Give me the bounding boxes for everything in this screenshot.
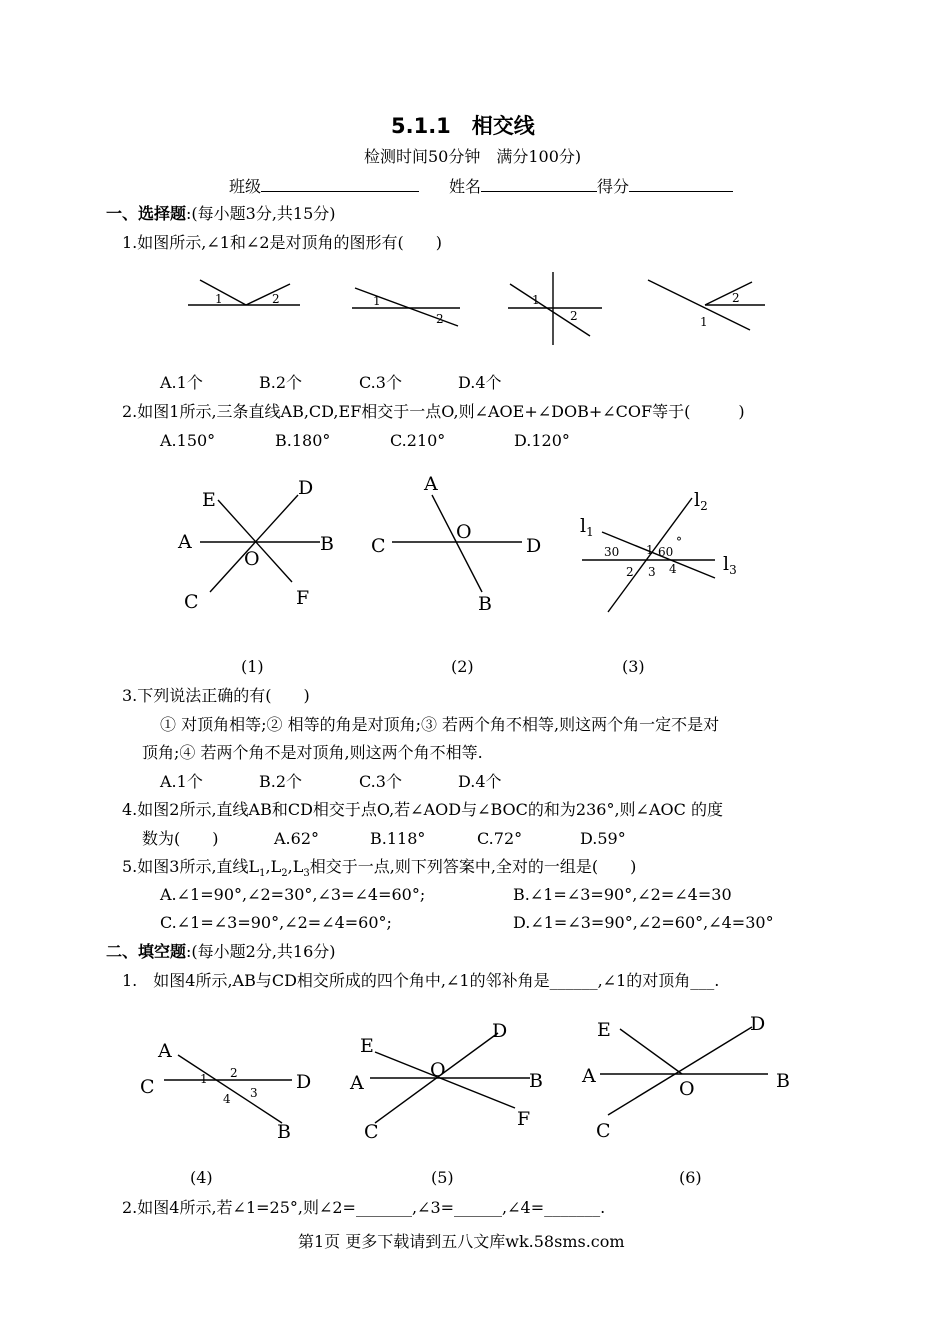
q5-text: 5.如图3所示,直线$L_1,L_2,L_3$相交于一点,则下列答案中,全对的一组是( ) — [122, 857, 637, 880]
fig-a-point-d: D — [298, 477, 314, 499]
q2-option-c: C.210° — [390, 431, 446, 450]
q1f1-label-1: 1 — [215, 292, 223, 306]
fig-a-line-cd — [210, 495, 298, 592]
figures-row-1 — [170, 470, 770, 680]
q1f1-line-b — [200, 280, 246, 305]
fig-c-caption: (3) — [622, 657, 645, 676]
q1f3-label-2: 2 — [570, 309, 578, 323]
section1-heading — [106, 204, 336, 224]
q1-option-b: B.2个 — [259, 373, 303, 392]
q2-option-d: D.120° — [514, 431, 570, 450]
fig-c-angle-1: 1 — [646, 543, 654, 557]
fig4-angle-1: 1 — [200, 1072, 208, 1086]
fig-b-point-d: D — [526, 535, 542, 557]
q4-option-b: B.118° — [370, 829, 426, 848]
fig-b-point-b: B — [478, 593, 492, 615]
fig5-point-b: B — [529, 1070, 543, 1092]
fig4-angle-4: 4 — [223, 1092, 231, 1106]
fig-a-point-b: B — [320, 533, 334, 555]
q1-option-a: A.1个 — [160, 373, 203, 392]
q1-figure-4 — [648, 280, 765, 330]
score-label: 得分 — [597, 177, 630, 196]
class-blank[interactable] — [261, 175, 419, 192]
fig5-point-d: D — [492, 1020, 508, 1042]
fig-c-angle-60: 60 — [658, 545, 674, 559]
fig6-point-o: O — [679, 1078, 695, 1100]
fig4-angle-3: 3 — [250, 1086, 258, 1100]
fig-b-caption: (2) — [451, 657, 474, 676]
fig-a-point-a: A — [178, 531, 192, 553]
fig-b-point-c: C — [371, 535, 386, 557]
fig6-point-a: A — [582, 1065, 596, 1087]
section1-title: 一、选择题 — [106, 204, 187, 223]
q1-figure-1 — [188, 280, 300, 306]
q1f4-line-c — [705, 282, 752, 305]
fig4-point-b: B — [277, 1121, 291, 1143]
fig5-point-a: A — [350, 1072, 364, 1094]
fig6-point-b: B — [776, 1070, 790, 1092]
q1f1-label-2: 2 — [272, 292, 280, 306]
s2-q1-text: 1. 如图4所示,AB与CD相交所成的四个角中,∠1的邻补角是______,∠1的对顶角___. — [122, 971, 720, 990]
info-line — [229, 175, 733, 197]
section1-note: :(每小题3分,共15分) — [186, 204, 336, 223]
score-blank[interactable] — [629, 175, 733, 192]
fig-b-point-o: O — [456, 521, 472, 543]
fig5-point-e: E — [360, 1035, 374, 1057]
fig-c-angle-2: 2 — [626, 565, 634, 579]
figure-6 — [581, 1013, 790, 1187]
q1f1-line-c — [246, 284, 290, 305]
fig-a-point-e: E — [202, 489, 216, 511]
fig5-point-o: O — [430, 1059, 446, 1081]
fig6-point-e: E — [597, 1019, 611, 1041]
q1-figure-2 — [352, 288, 460, 326]
q5-option-b: B.∠1=∠3=90°,∠2=∠4=30 — [513, 885, 732, 904]
q1f2-label-1: 1 — [373, 294, 381, 308]
fig6-point-d: D — [750, 1013, 766, 1035]
q3-statement-line2: 顶角;④ 若两个角不是对顶角,则这两个角不相等. — [142, 743, 483, 762]
q1-figure-3 — [508, 272, 602, 345]
fig-c-angle-3: 3 — [648, 565, 656, 579]
fig6-point-c: C — [596, 1120, 611, 1142]
figure-5 — [349, 1020, 543, 1187]
fig4-angle-2: 2 — [230, 1066, 238, 1080]
q2-text: 2.如图1所示,三条直线AB,CD,EF相交于一点O,则∠AOE+∠DOB+∠COF等于( ) — [122, 402, 745, 421]
fig-c-l3: $l_3$ — [723, 553, 737, 577]
name-label: 姓名 — [449, 177, 482, 196]
figure-a — [177, 477, 334, 676]
fig6-line-cd — [608, 1027, 752, 1115]
fig6-caption: (6) — [679, 1168, 702, 1187]
figure-4 — [140, 1040, 311, 1187]
fig-a-point-o: O — [244, 548, 260, 570]
figure-c — [580, 489, 737, 676]
q4-option-d: D.59° — [580, 829, 626, 848]
q4-option-c: C.72° — [477, 829, 523, 848]
name-blank[interactable] — [481, 175, 597, 192]
q1f4-label-2: 2 — [732, 291, 740, 305]
fig5-caption: (5) — [431, 1168, 454, 1187]
page-footer: 第1页 更多下载请到五八文库wk.58sms.com — [298, 1232, 625, 1251]
fig5-point-f: F — [517, 1108, 531, 1130]
figures-row-2 — [130, 1005, 810, 1190]
q1-text: 1.如图所示,∠1和∠2是对顶角的图形有( ) — [122, 233, 443, 252]
subtitle: 检测时间50分钟 满分100分) — [364, 147, 582, 166]
q2-option-a: A.150° — [160, 431, 216, 450]
q2-option-b: B.180° — [275, 431, 331, 450]
q4-text-line2: 数为( ) — [142, 829, 219, 848]
q1f4-label-1: 1 — [700, 315, 708, 329]
page-title: 5.1.1 相交线 — [391, 114, 535, 138]
q4-text-line1: 4.如图2所示,直线AB和CD相交于点O,若∠AOD与∠BOC的和为236°,则∠AOC 的度 — [122, 800, 723, 819]
fig-a-caption: (1) — [241, 657, 264, 676]
q3-option-c: C.3个 — [359, 772, 402, 791]
fig4-point-c: C — [140, 1076, 155, 1098]
q5-option-c: C.∠1=∠3=90°,∠2=∠4=60°; — [160, 913, 392, 932]
q1f3-line-c — [510, 284, 590, 336]
fig6-line-eo — [620, 1029, 682, 1074]
q1f3-label-1: 1 — [532, 293, 540, 307]
q1-option-c: C.3个 — [359, 373, 402, 392]
section2-title: 二、填空题 — [106, 942, 187, 961]
fig-c-l1: $l_1$ — [580, 515, 594, 539]
q1-figures — [180, 270, 780, 350]
fig-c-angle-4: 4 — [669, 562, 677, 576]
fig-c-angle-30: 30 — [604, 545, 620, 559]
fig-b-point-a: A — [424, 473, 438, 495]
section2-note: :(每小题2分,共16分) — [186, 942, 336, 961]
figure-b — [371, 473, 541, 676]
fig-b-line-ab — [432, 495, 482, 592]
q1f2-label-2: 2 — [436, 312, 444, 326]
fig-c-l2: $l_2$ — [694, 489, 708, 513]
q5-option-a: A.∠1=90°,∠2=30°,∠3=∠4=60°; — [160, 885, 426, 904]
class-label: 班级 — [229, 177, 262, 196]
s2-q2-text: 2.如图4所示,若∠1=25°,则∠2=_______,∠3=______,∠4=_______. — [122, 1198, 606, 1217]
q3-option-a: A.1个 — [160, 772, 203, 791]
fig4-point-d: D — [296, 1071, 312, 1093]
q3-statement-line1: ① 对顶角相等;② 相等的角是对顶角;③ 若两个角不相等,则这两个角一定不是对 — [160, 715, 720, 734]
fig5-point-c: C — [364, 1121, 379, 1143]
section2-heading — [106, 942, 336, 962]
fig4-point-a: A — [158, 1040, 172, 1062]
fig-a-point-c: C — [184, 591, 199, 613]
q5-option-d: D.∠1=∠3=90°,∠2=60°,∠4=30° — [513, 913, 774, 932]
q3-option-b: B.2个 — [259, 772, 303, 791]
fig4-caption: (4) — [190, 1168, 213, 1187]
q3-text: 3.下列说法正确的有( ) — [122, 686, 310, 705]
q4-option-a: A.62° — [274, 829, 319, 848]
q3-option-d: D.4个 — [458, 772, 502, 791]
fig-a-point-f: F — [296, 587, 310, 609]
fig-c-degree: ° — [676, 535, 682, 549]
q1-option-d: D.4个 — [458, 373, 502, 392]
